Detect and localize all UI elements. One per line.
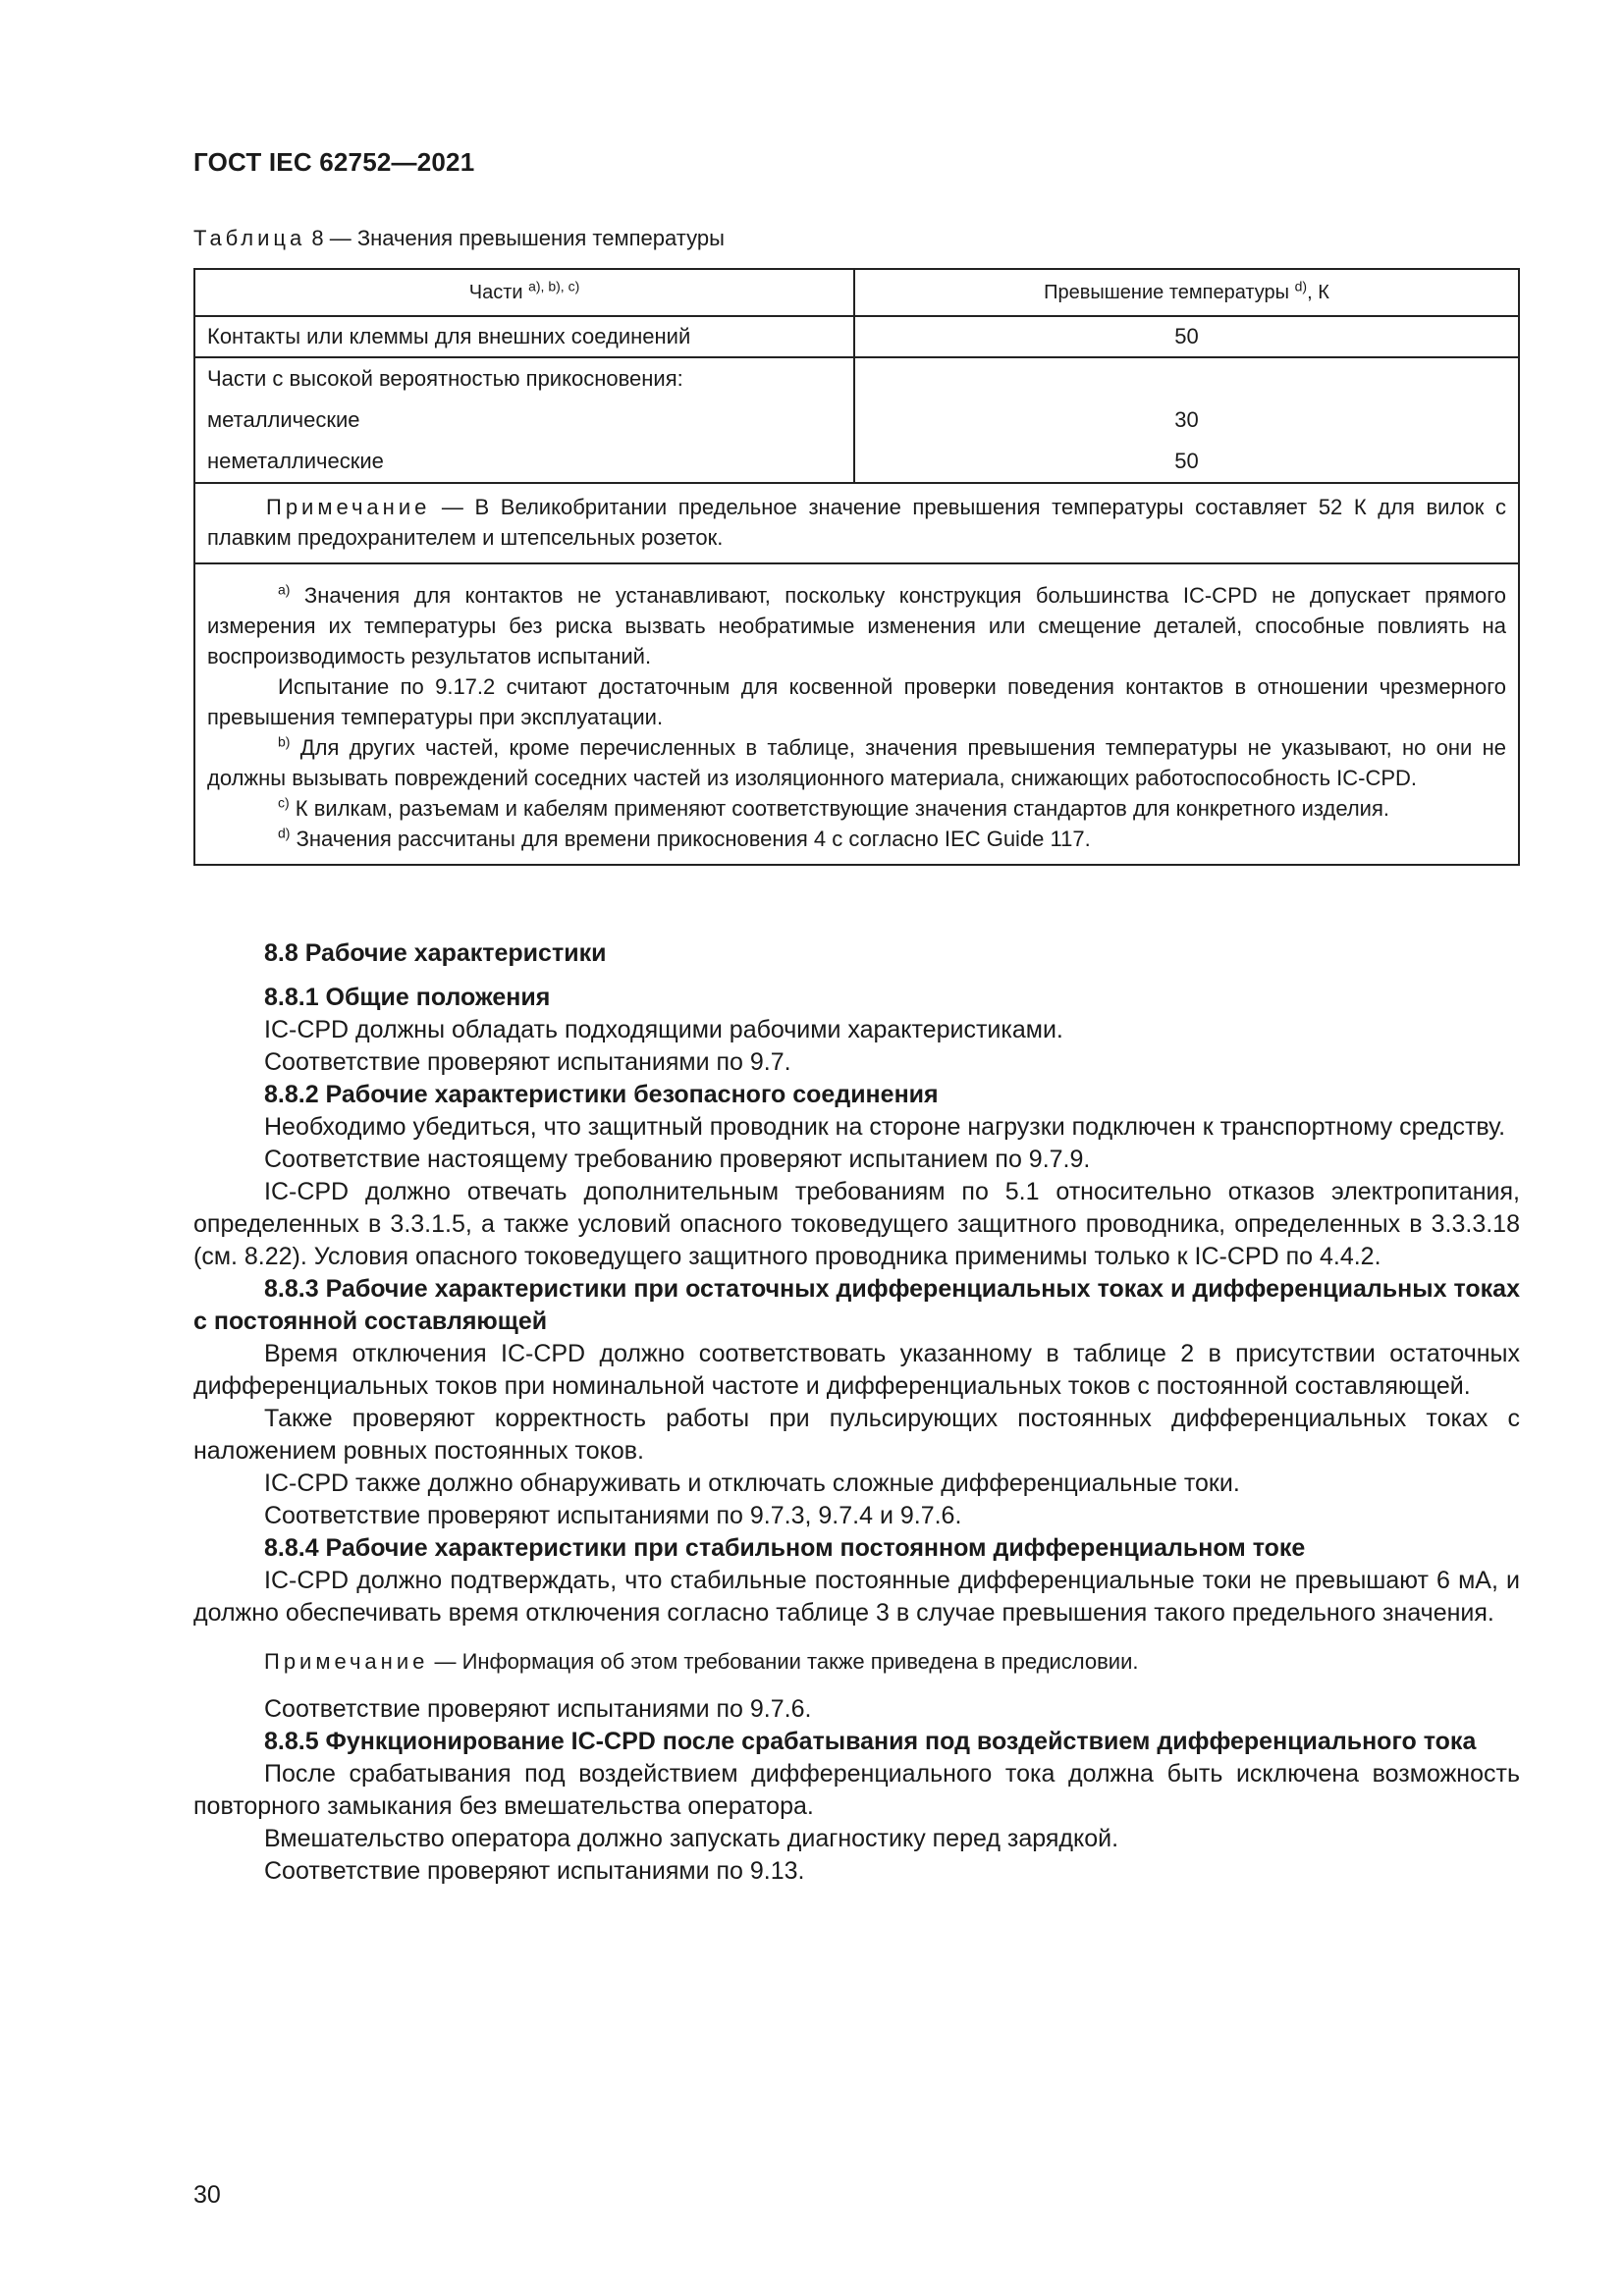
row1-value: 50 (854, 316, 1519, 357)
paragraph: Время отключения IC-CPD должно соответствовать указанному в таблице 2 в присутствии остаточных дифференциальных токов при номинальной частоте и дифференциальных токов с постоянной составляющей. (193, 1340, 1520, 1400)
group-labels-cell (194, 357, 854, 483)
document-body (193, 937, 1520, 1888)
row1-label: Контакты или клеммы для внешних соединений (194, 316, 854, 357)
table-caption (193, 226, 725, 251)
table-note (194, 483, 1519, 563)
footnote-b: $^{b)}$ Для других частей, кроме перечисленных в таблице, значения превышения температуры не указывают, но они не должны вызывать повреждений соседних частей из изоляционного материала, снижающих работоспособность IC-CPD. (207, 733, 1506, 790)
table-caption-label: Таблица (193, 226, 306, 250)
body-note-label: Примечание (264, 1649, 429, 1674)
table-row (194, 316, 1519, 357)
table-footnotes-row (194, 563, 1519, 865)
row3-label: неметаллические (207, 449, 384, 473)
footnote-a-cont: Испытание по 9.17.2 считают достаточным для косвенной проверки поведения контактов в отношении чрезмерного превышения температуры при эксплуатации. (207, 674, 1506, 729)
group-label: Части с высокой вероятностью прикосновения: (207, 366, 683, 391)
row2-label: металлические (207, 407, 360, 432)
paragraph: IC-CPD должно подтверждать, что стабильные постоянные дифференциальные токи не превышают 6 мА, и должно обеспечивать время отключения согласно таблице 3 в случае превышения такого предельного значения. (193, 1567, 1520, 1627)
table-header-row (194, 269, 1519, 316)
section-8-8-5-heading: 8.8.5 Функционирование IC-CPD после срабатывания под воздействием дифференциального тока (264, 1728, 1477, 1755)
table-footnotes (194, 563, 1519, 865)
table-caption-text: 8 — Значения превышения температуры (311, 226, 725, 250)
row3-value: 50 (1174, 449, 1199, 473)
paragraph: Вмешательство оператора должно запускать диагностику перед зарядкой. (264, 1825, 1119, 1852)
footnote-c: $^{c)}$ К вилкам, разъемам и кабелям применяют соответствующие значения стандартов для конкретного изделия. (278, 794, 1389, 821)
body-note-text: — Информация об этом требовании также приведена в предисловии. (428, 1649, 1139, 1674)
section-8-8-4-heading: 8.8.4 Рабочие характеристики при стабильном постоянном дифференциальном токе (264, 1534, 1306, 1562)
group-value-empty (867, 358, 1506, 400)
footnote-a: $^{a)}$ Значения для контактов не устанавливают, поскольку конструкция большинства IC-CPD не допускает прямого измерения их температуры без риска вызвать необратимые изменения или смещение деталей, способные повлиять на воспроизводимость результатов испытаний. (207, 581, 1506, 668)
temperature-table (193, 268, 1520, 866)
paragraph: Соответствие проверяют испытаниями по 9.7. (264, 1048, 791, 1076)
section-8-8-1-heading: 8.8.1 Общие положения (264, 984, 551, 1011)
paragraph: IC-CPD должно отвечать дополнительным требованиям по 5.1 относительно отказов электропитания, определенных в 3.3.1.5, а также условий опасного токоведущего защитного проводника, определенных в 3.3.3.18 (см. 8.22). Условия опасного токоведущего защитного проводника применимы только к IC-CPD по 4.4.2. (193, 1178, 1520, 1270)
table-note-text: — В Великобритании предельное значение превышения температуры составляет 52 К для вилок с плавким предохранителем и штепсельных розеток. (207, 495, 1506, 550)
paragraph: IC-CPD также должно обнаруживать и отключать сложные дифференциальные токи. (264, 1469, 1240, 1497)
paragraph: IC-CPD должны обладать подходящими рабочими характеристиками. (264, 1016, 1063, 1043)
table-note-label: Примечание (266, 495, 431, 519)
paragraph: Также проверяют корректность работы при пульсирующих постоянных дифференциальных токах с наложением ровных постоянных токов. (193, 1405, 1520, 1465)
paragraph: Необходимо убедиться, что защитный проводник на стороне нагрузки подключен к транспортному средству. (264, 1113, 1506, 1141)
paragraph: После срабатывания под воздействием дифференциального тока должна быть исключена возможность повторного замыкания без вмешательства оператора. (193, 1760, 1520, 1820)
col2-header: Превышение температуры $^{d)}$, К (854, 269, 1519, 316)
section-8-8-3-heading: 8.8.3 Рабочие характеристики при остаточных дифференциальных токах и дифференциальных токах с постоянной составляющей (193, 1275, 1520, 1335)
row2-value: 30 (1174, 407, 1199, 432)
table-row-group (194, 357, 1519, 483)
section-8-8-2-heading: 8.8.2 Рабочие характеристики безопасного соединения (264, 1081, 939, 1108)
paragraph: Соответствие проверяют испытаниями по 9.7.3, 9.7.4 и 9.7.6. (264, 1502, 962, 1529)
page-number: 30 (193, 2181, 221, 2209)
col1-header: Части $^{a), b), c)}$ (194, 269, 854, 316)
table-note-row (194, 483, 1519, 563)
paragraph: Соответствие проверяют испытаниями по 9.13. (264, 1857, 805, 1885)
group-values-cell (854, 357, 1519, 483)
paragraph: Соответствие проверяют испытаниями по 9.7.6. (264, 1695, 812, 1723)
document-header: ГОСТ IEC 62752—2021 (193, 147, 475, 177)
section-8-8-heading: 8.8 Рабочие характеристики (264, 939, 607, 967)
footnote-d: $^{d)}$ Значения рассчитаны для времени прикосновения 4 с согласно IEC Guide 117. (278, 825, 1091, 851)
body-note (193, 1645, 1520, 1678)
paragraph: Соответствие настоящему требованию проверяют испытанием по 9.7.9. (264, 1146, 1091, 1173)
